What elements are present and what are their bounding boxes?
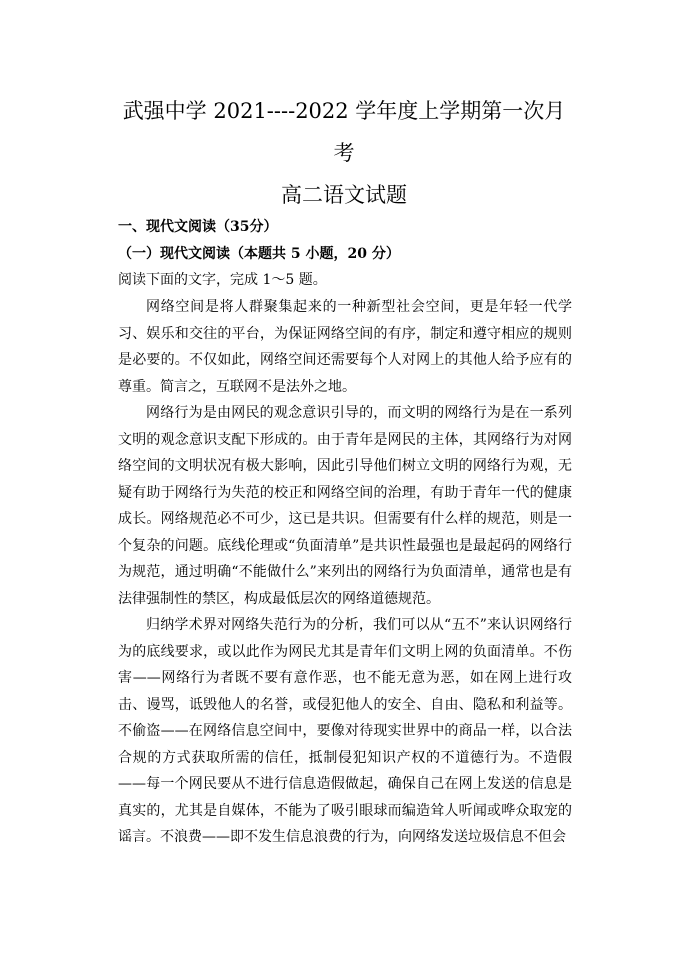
subsection-heading: （一）现代文阅读（本题共 5 小题，20 分） [118,246,400,262]
exam-title-line-2: 考 [333,141,355,165]
exam-title-line-1: 武强中学 2021----2022 学年度上学期第一次月 [122,99,566,123]
passage-paragraph-3: 归纳学术界对网络失范行为的分析，我们可以从“五不”来认识网络行为的底线要求，或以此作为网民尤其是青年们文明上网的负面清单。不伤害——网络行为者既不要有意作恶，也不能无意为恶，如在网上进行攻击、谩骂，诋毁他人的名誉，或侵犯他人的安全、自由、隐私和利益等。不偷盗——在网络信息空间中，要像对待现实世界中的商品一样，以合法合规的方式获取所需的信任，抵制侵犯知识产权的不道德行为。不造假——每一个网民要从不进行信息造假做起，确保自己在网上发送的信息是真实的，尤其是自媒体，不能为了吸引眼球而编造耸人听闻或哗众取宠的谣言。不浪费——即不发生信息浪费的行为，向网络发送垃圾信息不但会 [118,617,572,845]
reading-passage [118,294,572,851]
reading-instruction: 阅读下面的文字，完成 1～5 题。 [118,272,327,288]
passage-paragraph-1: 网络空间是将人群聚集起来的一种新型社会空间，更是年轻一代学习、娱乐和交往的平台，为保证网络空间的有序，制定和遵守相应的规则是必要的。不仅如此，网络空间还需要每个人对网上的其他人给予应有的尊重。简言之，互联网不是法外之地。 [118,299,572,395]
exam-subtitle: 高二语文试题 [281,183,407,207]
passage-paragraph-2: 网络行为是由网民的观念意识引导的，而文明的网络行为是在一系列文明的观念意识支配下形成的。由于青年是网民的主体，其网络行为对网络空间的文明状况有极大影响，因此引导他们树立文明的网络行为观，无疑有助于网络行为失范的校正和网络空间的治理，有助于青年一代的健康成长。网络规范必不可少，这已是共识。但需要有什么样的规范，则是一个复杂的问题。底线伦理或“负面清单”是共识性最强也是最起码的网络行为规范，通过明确“不能做什么”来列出的网络行为负面清单，通常也是有法律强制性的禁区，构成最低层次的网络道德规范。 [118,405,572,607]
section-heading: 一、现代文阅读（35分） [118,219,278,235]
